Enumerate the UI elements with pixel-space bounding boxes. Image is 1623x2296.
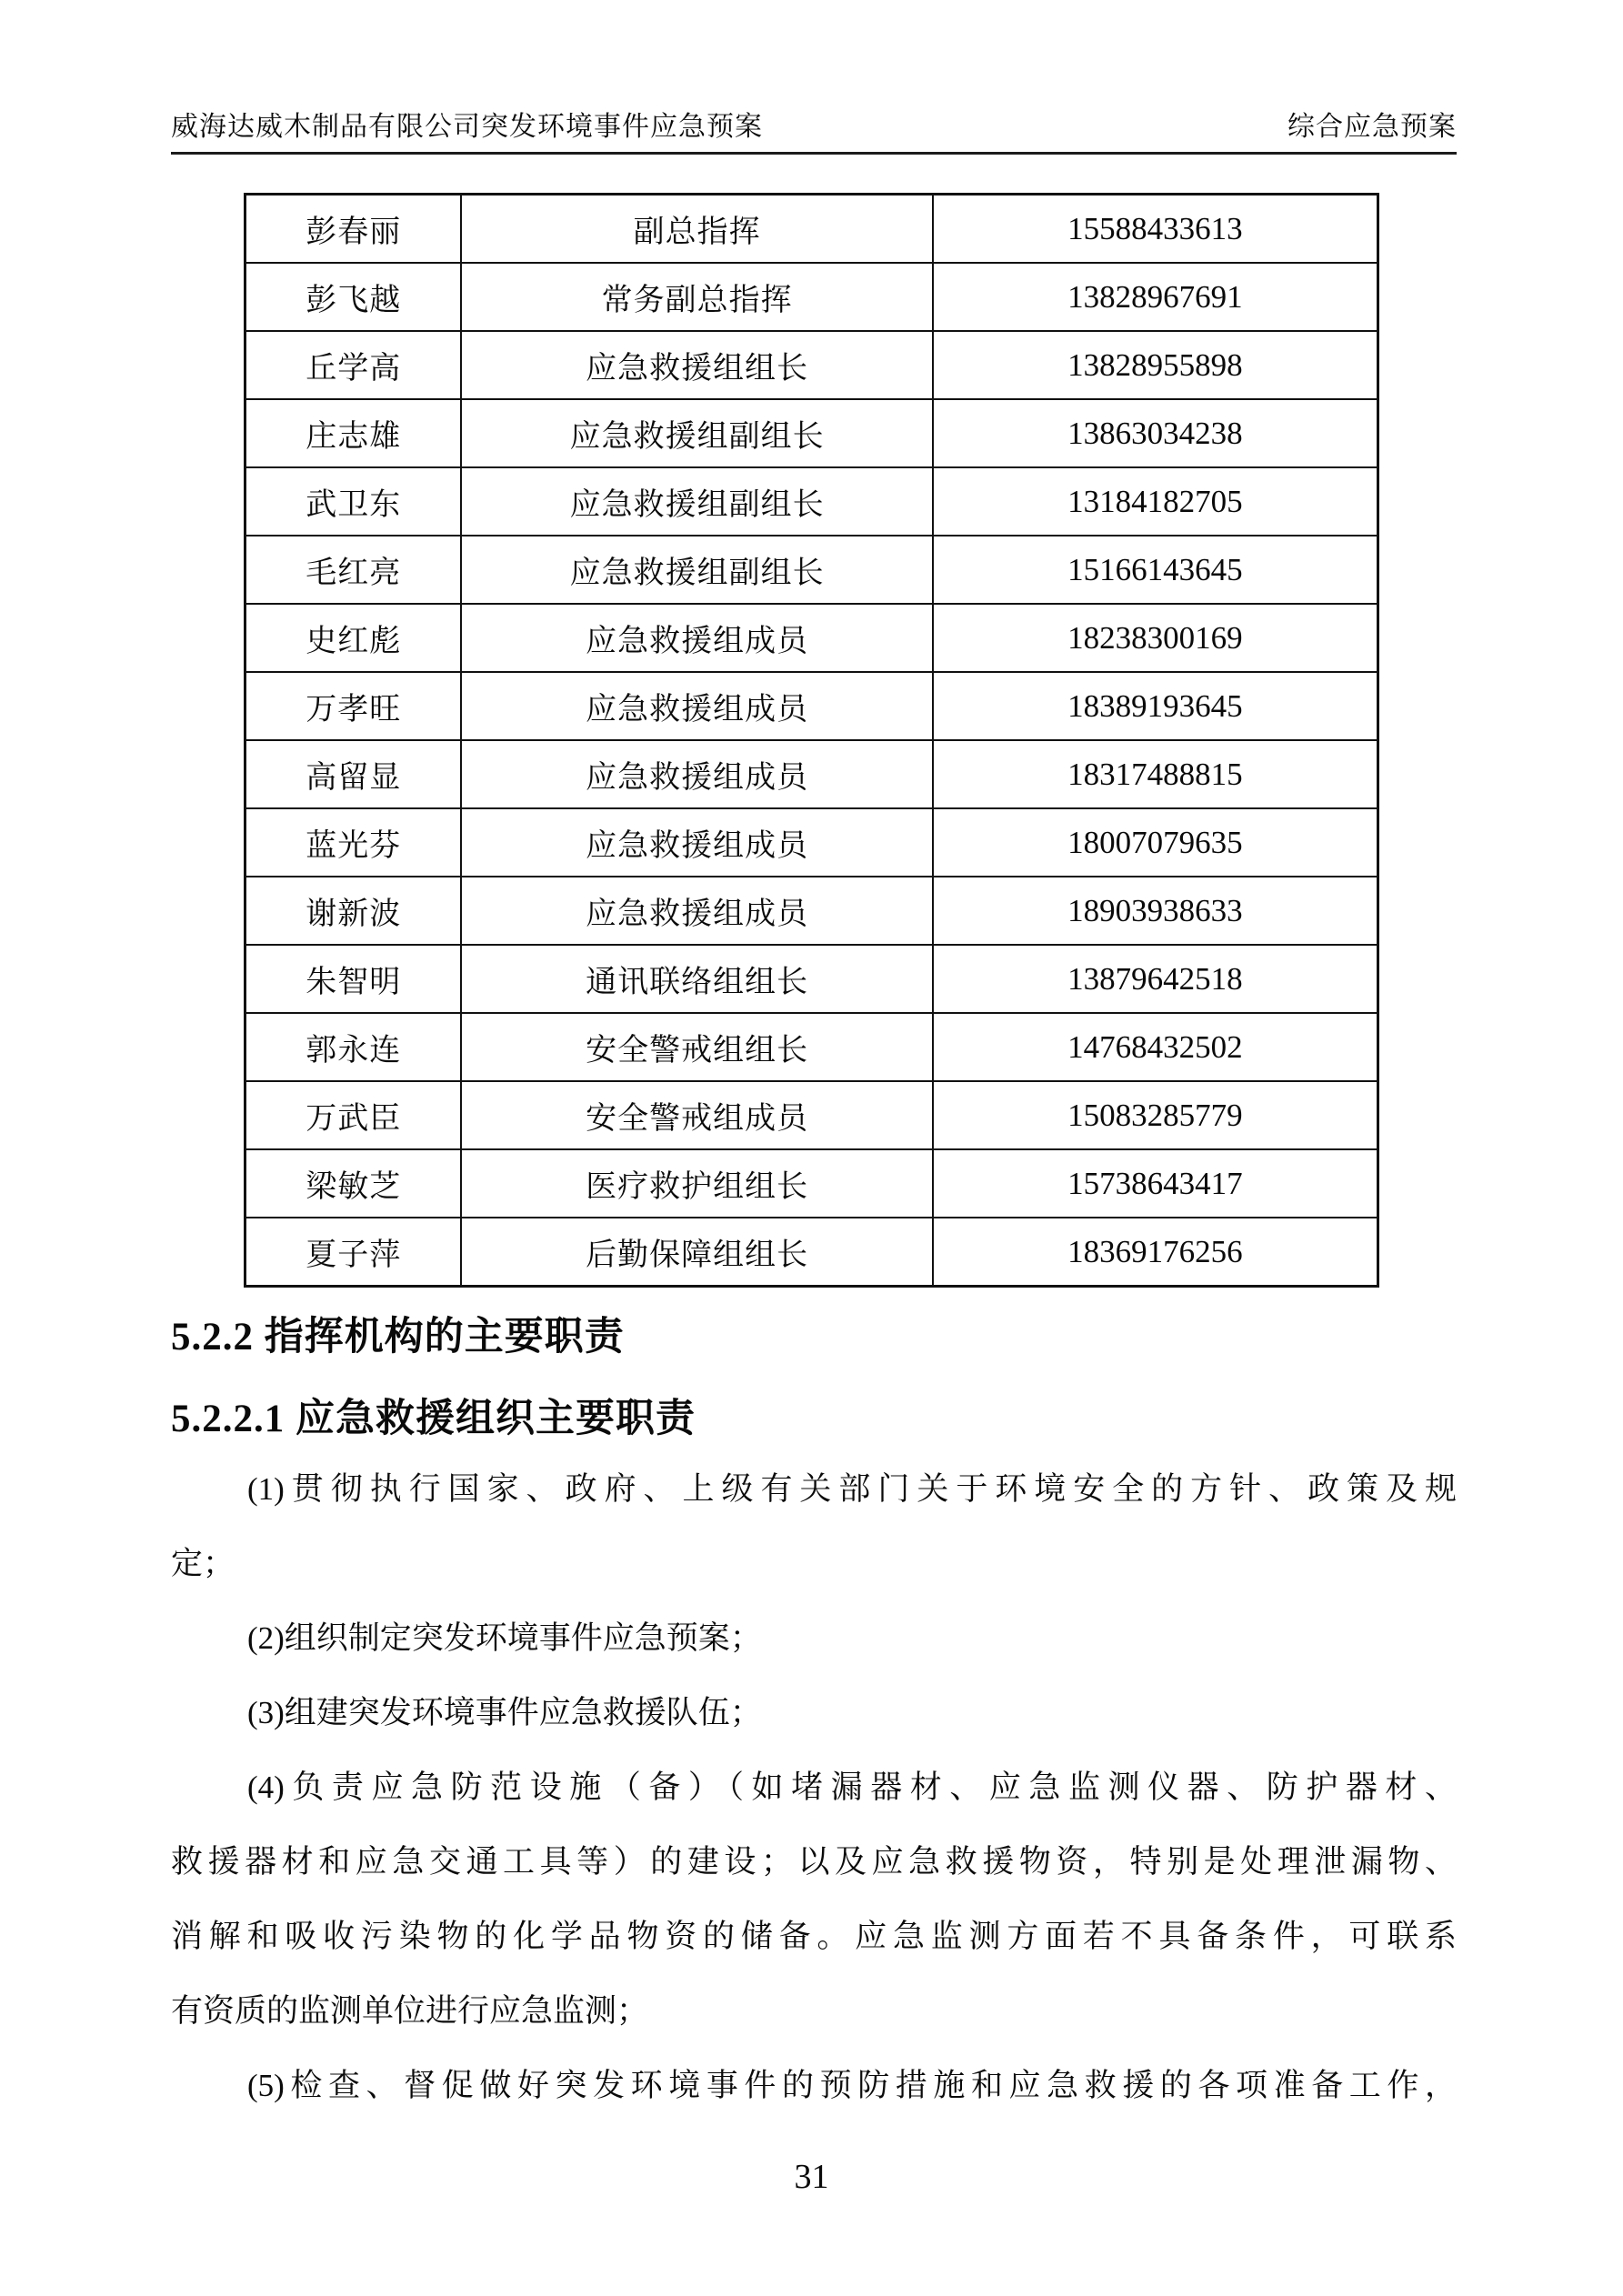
table-row [245,331,1378,399]
member-role-cell: 应急救援组成员 [461,740,932,808]
member-role-cell: 医疗救护组组长 [461,1149,932,1218]
page-header [171,109,1457,155]
member-role-cell: 应急救援组副组长 [461,467,932,536]
header-right-title: 综合应急预案 [1287,112,1457,142]
member-phone-cell: 13828967691 [933,263,1378,331]
body-paragraphs [171,1452,1457,2123]
member-name-cell: 梁敏芝 [245,1149,462,1218]
table-row [245,604,1378,672]
member-role-cell: 副总指挥 [461,195,932,264]
member-phone-cell: 18903938633 [933,877,1378,945]
table-row [245,1218,1378,1287]
member-role-cell: 应急救援组组长 [461,331,932,399]
member-name-cell: 彭春丽 [245,195,462,264]
member-role-cell: 安全警戒组组长 [461,1013,932,1081]
section-heading-5-2-2-1: 5.2.2.1 应急救援组织主要职责 [171,1398,696,1440]
member-name-cell: 万武臣 [245,1081,462,1149]
table-row [245,195,1378,264]
paragraph-line: (1)贯彻执行国家、政府、上级有关部门关于环境安全的方针、政策及规 [247,1471,1457,1507]
member-role-cell: 应急救援组成员 [461,604,932,672]
member-phone-cell: 15738643417 [933,1149,1378,1218]
emergency-contact-table [244,193,1379,1288]
member-phone-cell: 15083285779 [933,1081,1378,1149]
member-name-cell: 毛红亮 [245,536,462,604]
table-row [245,467,1378,536]
page-number: 31 [794,2158,829,2196]
member-name-cell: 史红彪 [245,604,462,672]
table-row [245,263,1378,331]
paragraph-line: (3)组建突发环境事件应急救援队伍； [247,1695,762,1730]
member-role-cell: 常务副总指挥 [461,263,932,331]
table-row [245,945,1378,1013]
member-phone-cell: 14768432502 [933,1013,1378,1081]
paragraph-line: (4)负责应急防范设施（备）（如堵漏器材、应急监测仪器、防护器材、 [247,1770,1457,1805]
paragraph-line: 定； [171,1546,235,1581]
member-phone-cell: 15588433613 [933,195,1378,264]
member-phone-cell: 15166143645 [933,536,1378,604]
table-row [245,672,1378,740]
table-row [245,808,1378,877]
member-name-cell: 丘学高 [245,331,462,399]
table-row [245,536,1378,604]
member-phone-cell: 13863034238 [933,399,1378,467]
member-role-cell: 通讯联络组组长 [461,945,932,1013]
paragraph-line: (2)组织制定突发环境事件应急预案； [247,1620,762,1656]
table-row [245,399,1378,467]
member-name-cell: 蓝光芬 [245,808,462,877]
paragraph-line: 救援器材和应急交通工具等）的建设；以及应急救援物资，特别是处理泄漏物、 [171,1844,1457,1880]
table-row [245,740,1378,808]
table-row [245,1013,1378,1081]
paragraph-line: 消解和吸收污染物的化学品物资的储备。应急监测方面若不具备条件，可联系 [171,1919,1457,1954]
member-name-cell: 高留显 [245,740,462,808]
member-name-cell: 郭永连 [245,1013,462,1081]
member-name-cell: 谢新波 [245,877,462,945]
paragraph-line: (5)检查、督促做好突发环境事件的预防措施和应急救援的各项准备工作， [247,2068,1457,2103]
member-phone-cell: 18369176256 [933,1218,1378,1287]
member-name-cell: 武卫东 [245,467,462,536]
member-phone-cell: 18007079635 [933,808,1378,877]
section-heading-5-2-2: 5.2.2 指挥机构的主要职责 [171,1316,625,1359]
member-role-cell: 安全警戒组成员 [461,1081,932,1149]
table-row [245,1149,1378,1218]
member-role-cell: 应急救援组成员 [461,672,932,740]
member-role-cell: 后勤保障组组长 [461,1218,932,1287]
header-left-title: 威海达威木制品有限公司突发环境事件应急预案 [171,112,763,142]
member-name-cell: 庄志雄 [245,399,462,467]
member-role-cell: 应急救援组成员 [461,808,932,877]
member-role-cell: 应急救援组成员 [461,877,932,945]
member-phone-cell: 13828955898 [933,331,1378,399]
member-phone-cell: 18389193645 [933,672,1378,740]
member-name-cell: 万孝旺 [245,672,462,740]
member-role-cell: 应急救援组副组长 [461,399,932,467]
table-row [245,877,1378,945]
member-role-cell: 应急救援组副组长 [461,536,932,604]
table-row [245,1081,1378,1149]
member-name-cell: 朱智明 [245,945,462,1013]
paragraph-line: 有资质的监测单位进行应急监测； [171,1993,649,2029]
member-name-cell: 彭飞越 [245,263,462,331]
member-phone-cell: 18317488815 [933,740,1378,808]
member-phone-cell: 13184182705 [933,467,1378,536]
member-phone-cell: 13879642518 [933,945,1378,1013]
member-phone-cell: 18238300169 [933,604,1378,672]
member-name-cell: 夏子萍 [245,1218,462,1287]
